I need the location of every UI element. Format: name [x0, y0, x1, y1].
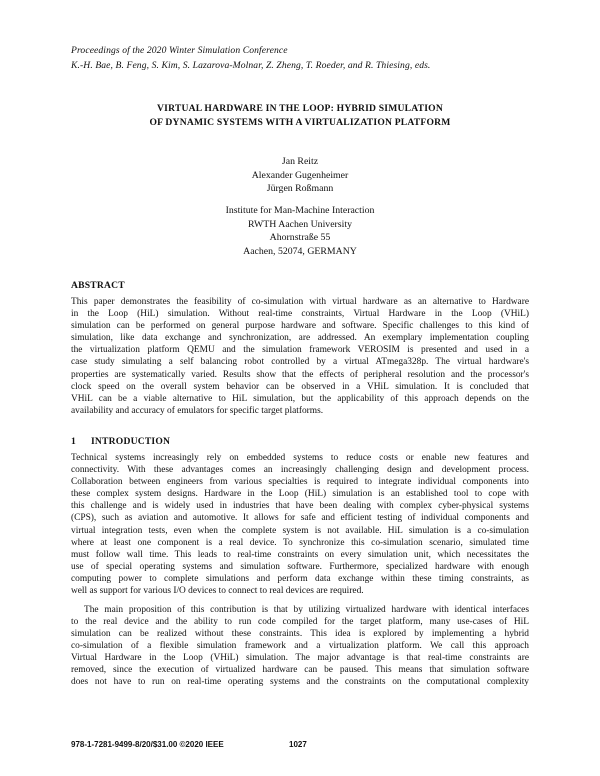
section-number: 1 — [71, 436, 76, 447]
text-line: properties are systematically varied. Results show that the effects of peripheral resolution and the processor's — [71, 369, 529, 380]
text-line: computing power to complete simulations and perform data exchange within these timing constraints, as — [71, 573, 529, 584]
introduction-paragraph-2 — [71, 604, 529, 689]
affiliation-line: RWTH Aachen University — [248, 218, 352, 230]
text-line: to the real device and the ability to run code compiled for the target platform, many use-cases of HiL — [71, 616, 529, 627]
affiliation-line: Institute for Man-Machine Interaction — [225, 205, 375, 216]
text-line: removed, since the execution of virtualized hardware can be paused. This means that simulation software — [71, 664, 529, 675]
affiliation-line: Aachen, 52074, GERMANY — [243, 245, 357, 257]
text-line: in the Loop (HiL) simulation. Without real-time constraints, Virtual Hardware in the Loop (VHiL) — [71, 309, 529, 320]
author-list — [71, 155, 529, 196]
text-line: does not have to run on real-time operating systems and the constraints on the computational complexity — [71, 677, 529, 688]
abstract-body — [71, 296, 529, 417]
proceedings-title: Proceedings of the 2020 Winter Simulation Conference — [71, 45, 288, 56]
section-title: INTRODUCTION — [91, 436, 171, 447]
text-line: these complex system designs. Hardware in the Loop (HiL) simulation is an established tool to cope with — [71, 489, 529, 500]
text-line: This paper demonstrates the feasibility of co-simulation with virtual hardware as an alternative to Hardware — [71, 297, 529, 307]
affiliation — [71, 204, 529, 258]
text-line: Technical systems increasingly rely on embedded systems to reduce costs or enable new features and — [71, 453, 529, 463]
introduction-paragraph-1 — [71, 452, 529, 597]
text-line: Virtual Hardware in the Loop (VHiL) simulation. The major advantage is that real-time constraints are — [71, 652, 529, 663]
author-name: Alexander Gugenheimer — [251, 169, 349, 181]
text-line: simulation, like data exchange and synchronization, are addressed. An exemplary implementation coupling — [71, 333, 529, 344]
proceedings-header — [71, 43, 541, 73]
page-number: 1027 — [289, 740, 307, 749]
text-line: this challenge and is widely used in industries that have been dealing with complex cyber-physical systems — [71, 501, 529, 512]
footer-isbn: 978-1-7281-9499-8/20/$31.00 ©2020 IEEE — [71, 740, 224, 749]
section-heading-introduction — [71, 436, 170, 448]
text-line: well as support for various I/O devices to connect to real devices are required. — [71, 586, 364, 597]
author-name: Jan Reitz — [281, 156, 319, 167]
text-line: Collaboration between engineers from various specialties is required to integrate individual components into — [71, 477, 529, 488]
affiliation-line: Ahornstraße 55 — [269, 232, 331, 243]
text-line: use of special operating systems and simulation software. Furthermore, specialized hardware with enough — [71, 561, 529, 572]
paper-title-line-2: OF DYNAMIC SYSTEMS WITH A VIRTUALIZATION PLATFORM — [149, 117, 451, 128]
text-line: The main proposition of this contribution is that by utilizing virtualized hardware with identical interfaces — [84, 604, 529, 615]
paper-title-line-1: VIRTUAL HARDWARE IN THE LOOP: HYBRID SIMULATION — [157, 103, 443, 114]
paper-title — [71, 102, 529, 130]
text-line: simulation can be realized without these constraints. This idea is explored by implementing a hybrid — [71, 628, 529, 639]
text-line: must follow wall time. This leads to real-time constraints on every simulation unit, which necessitates the — [71, 549, 529, 560]
text-line: availability and accuracy of emulators for specific target platforms. — [71, 405, 324, 416]
text-line: connectivity. With these advantages comes an increasingly challenging design and development process. — [71, 465, 529, 476]
text-line: co-simulation of a flexible simulation framework and a virtualization platform. We call this approach — [71, 640, 529, 651]
abstract-heading: ABSTRACT — [71, 280, 125, 291]
text-line: simulation can be performed on general purpose hardware and software. Specific challenges to this kind of — [71, 321, 529, 332]
text-line: VHiL can be a viable alternative to HiL simulation, but the applicability of this approach depends on the — [71, 393, 529, 404]
proceedings-editors: K.-H. Bae, B. Feng, S. Kim, S. Lazarova-Molnar, Z. Zheng, T. Roeder, and R. Thiesing, eds. — [71, 60, 431, 71]
text-line: the virtualization platform QEMU and the simulation framework VEROSIM is presented and used in a — [71, 345, 529, 356]
text-line: clock speed on the overall system behavior can be observed in a VHiL simulation. It is concluded that — [71, 381, 529, 392]
author-name: Jürgen Roßmann — [266, 183, 334, 194]
text-line: (CPS), such as aviation and automotive. It allows for safe and efficient testing of individual components and — [71, 513, 529, 524]
text-line: virtual integration tests, even when the complete system is not available. HiL simulation is a co-simulation — [71, 525, 529, 536]
text-line: case study simulating a self balancing robot controlled by a virtual ATmega328p. The virtual hardware's — [71, 357, 529, 368]
text-line: where at least one component is a real device. To synchronize this co-simulation scenario, simulated time — [71, 537, 529, 548]
